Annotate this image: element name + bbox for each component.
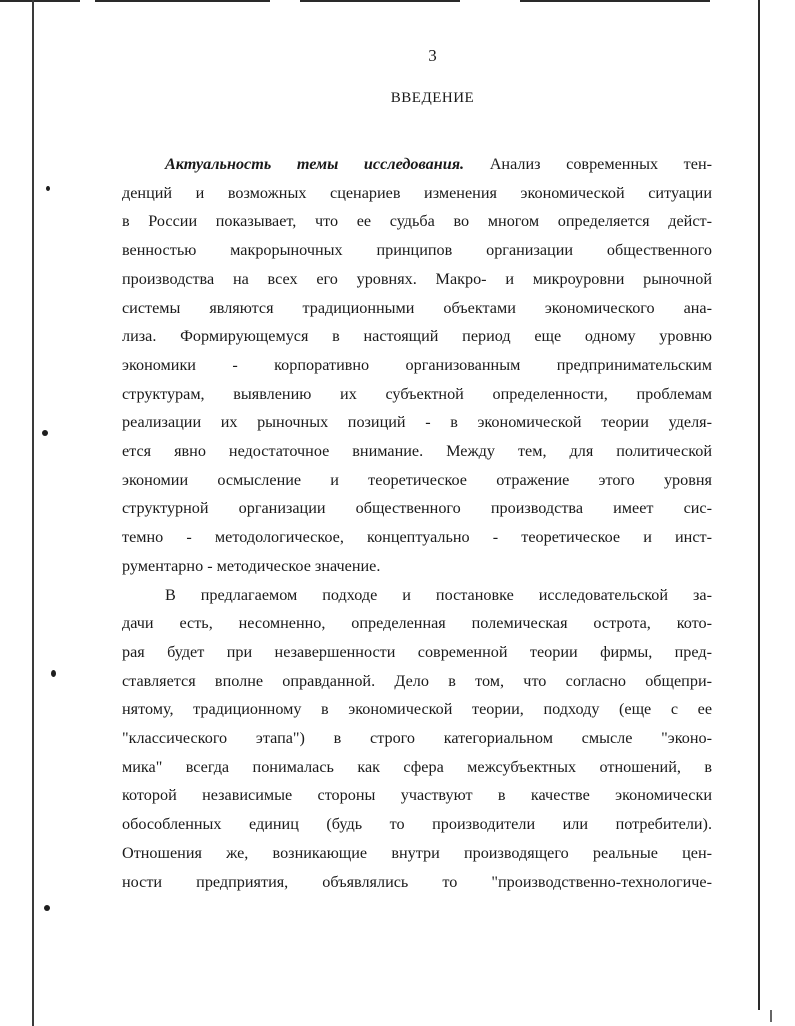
lead-phrase: Актуальность темы исследования.	[165, 155, 465, 173]
paragraph-line: венностью макрорыночных принципов организации общественного	[122, 241, 712, 260]
paragraph-line-text: Анализ современных тен-	[464, 155, 712, 173]
paragraph-line: темно - методологическое, концептуально - теоретическое и инст-	[122, 528, 712, 547]
paragraph-line: в России показывает, что ее судьба во многом определяется дейст-	[122, 212, 712, 231]
paragraph-line: системы являются традиционными объектами экономического ана-	[122, 298, 712, 317]
body-text	[122, 150, 712, 896]
paragraph-line: реализации их рыночных позиций - в экономической теории уделя-	[122, 413, 712, 432]
paragraph-line: нятому, традиционному в экономической теории, подходу (еще с ее	[122, 700, 712, 719]
scan-speck	[44, 905, 50, 911]
scan-edge-line	[0, 0, 80, 2]
scan-left-border	[32, 0, 34, 1026]
paragraph-line: денций и возможных сценариев изменения экономической ситуации	[122, 183, 712, 202]
scan-edge-line	[300, 0, 460, 2]
paragraph-line: структурной организации общественного производства имеет сис-	[122, 499, 712, 518]
scan-edge-line	[520, 0, 710, 2]
paragraph-line: мика" всегда понималась как сфера межсубъектных отношений, в	[122, 757, 712, 776]
paragraph-line: В предлагаемом подходе и постановке исследовательской за-	[165, 585, 712, 604]
paragraph-line: структурам, выявлению их субъектной определенности, проблемам	[122, 384, 712, 403]
paragraph-line	[122, 150, 712, 179]
page-title: ВВЕДЕНИЕ	[390, 90, 475, 106]
paragraph-line: Отношения же, возникающие внутри производящего реальные цен-	[122, 843, 712, 862]
page-number: 3	[428, 46, 437, 65]
paragraph-line: ется явно недостаточное внимание. Между тем, для политической	[122, 442, 712, 461]
scan-right-border	[758, 0, 760, 1010]
paragraph-line: экономики - корпоративно организованным предпринимательским	[122, 355, 712, 374]
scan-edge-line	[95, 0, 270, 2]
paragraph-line: дачи есть, несомненно, определенная полемическая острота, кото-	[122, 614, 712, 633]
paragraph-line: экономии осмысление и теоретическое отражение этого уровня	[122, 470, 712, 489]
paragraph-line: ставляется вполне оправданной. Дело в том, что согласно общепри-	[122, 671, 712, 690]
paragraph-line: рая будет при незавершенности современной теории фирмы, пред-	[122, 642, 712, 661]
paragraph-line: которой независимые стороны участвуют в качестве экономически	[122, 786, 712, 805]
scan-speck	[51, 670, 56, 677]
scan-speck	[42, 430, 48, 436]
paragraph-line: "классического этапа") в строго категориальном смысле "эконо-	[122, 729, 712, 748]
paragraph-line: обособленных единиц (будь то производители или потребители).	[122, 815, 712, 834]
paragraph-line: производства на всех его уровнях. Макро- и микроуровни рыночной	[122, 269, 712, 288]
paragraph-line: рументарно - методическое значение.	[122, 556, 381, 575]
scan-right-tick	[770, 1010, 772, 1022]
paragraph-line: лиза. Формирующемуся в настоящий период еще одному уровню	[122, 327, 712, 346]
scan-speck	[46, 186, 50, 191]
paragraph-line: ности предприятия, объявлялись то "производственно-технологиче-	[122, 872, 712, 891]
